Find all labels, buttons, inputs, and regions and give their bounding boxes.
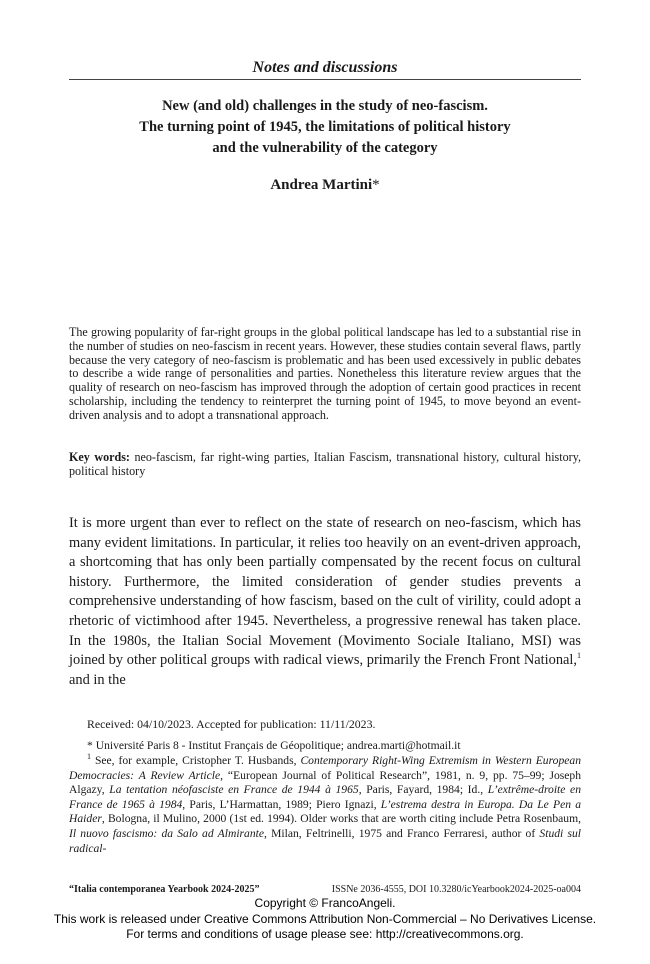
footnote-work-title: Studi sul radical- xyxy=(69,826,581,855)
body-paragraph xyxy=(69,514,581,690)
footnote-ref-1[interactable]: 1 xyxy=(577,651,581,661)
terms-line: For terms and conditions of usage please see: http://creativecommons.org. xyxy=(126,927,524,941)
body-text: It is more urgent than ever to reflect on the state of research on neo-fascism, which has many evident limitations. In particular, it relies too heavily on an event-driven approach, a shortcoming that has only been partially compensated by the recent focus on cultural history. Furthermore, the limited consideration of gender studies prevents a comprehensive understanding of how fascism, based on the cult of virility, could adopt a rhetoric of victimhood after 1945. Nevertheless, a progressive renewal has taken place. In the 1980s, the Italian Social Movement (Movimento Sociale Italiano, MSI) was joined by other political groups with radical views, primarily the French Front National, xyxy=(69,515,581,669)
article-title xyxy=(69,96,581,159)
author-text: Andrea Martini xyxy=(270,177,373,193)
license-line: This work is released under Creative Commons Attribution Non-Commercial – No Derivatives License. xyxy=(53,911,597,926)
keywords-list: neo-fascism, far right-wing parties, Italian Fascism, transnational history, cultural history, political history xyxy=(69,450,581,478)
section-header: Notes and discussions xyxy=(252,59,398,76)
received-note: Received: 04/10/2023. Accepted for publication: 11/11/2023. xyxy=(87,717,376,731)
title-line-3: and the vulnerability of the category xyxy=(212,140,438,156)
copyright-line: Copyright © FrancoAngeli. xyxy=(254,896,396,910)
keywords-label: Key words: xyxy=(69,450,130,464)
footnote-text: , Milan, Feltrinelli, 1975 and Franco Ferraresi, author of xyxy=(264,826,540,840)
footnote-number: 1 xyxy=(87,752,91,762)
keywords xyxy=(69,451,581,479)
footnote-text: , “European Journal of Political Research”, 1981, n. 9, pp. 75–99; Joseph Algazy, xyxy=(69,768,582,797)
footnote-1 xyxy=(69,754,581,856)
footnote-work-title: Il nuovo fascismo: da Salo ad Almirante xyxy=(69,826,265,840)
title-line-1: New (and old) challenges in the study of neo-fascism. xyxy=(162,98,488,114)
footnote-work-title: L’estrema destra in Europa. Da Le Pen a Haider xyxy=(69,797,581,826)
journal-name: “Italia contemporanea Yearbook 2024-2025” xyxy=(69,884,260,895)
footnote-work-title: L’extrême-droite en France de 1965 à 1984 xyxy=(69,783,581,811)
author-name xyxy=(69,175,581,195)
license-notice xyxy=(0,896,650,943)
title-line-2: The turning point of 1945, the limitations of political history xyxy=(139,119,511,135)
affiliation-note: * Université Paris 8 - Institut Français de Géopolitique; andrea.marti@hotmail.it xyxy=(87,739,461,752)
header-rule xyxy=(69,79,581,80)
footnote-work-title: Contemporary Right-Wing Extremism in Western European Democracies: A Review Article xyxy=(69,754,581,782)
footnote-text: , Paris, L’Harmattan, 1989; Piero Ignazi, xyxy=(182,797,381,811)
footnote-text: See, for example, Cristopher T. Husbands, xyxy=(91,754,301,767)
footnote-text: , Paris, Fayard, 1984; Id., xyxy=(358,783,488,797)
body-text-tail: and in the xyxy=(69,671,126,688)
issn-doi: ISSNe 2036-4555, DOI 10.3280/icYearbook2024-2025-oa004 xyxy=(331,884,581,895)
footnote-text: , Bologna, il Mulino, 2000 (1st ed. 1994). Older works that are worth citing include Petra Rosenbaum, xyxy=(101,812,581,826)
footnote-work-title: La tentation néofasciste en France de 1944 à 1965 xyxy=(109,783,359,797)
abstract: The growing popularity of far-right groups in the global political landscape has led to a substantial rise in the number of studies on neo-fascism in recent years. However, these studies contain several flaws, partly because the very category of neo-fascism is problematic and has been used excessively in public debates to describe a wide range of personalities and parties. Nonetheless this literature review argues that the quality of research on neo-fascism has improved through the adoption of certain good practices in recent scholarship, including the tendency to reinterpret the turning point of 1945, to move beyond an event-driven analysis and to adopt a transnational approach. xyxy=(69,325,581,422)
author-footnote-mark: * xyxy=(372,177,380,193)
